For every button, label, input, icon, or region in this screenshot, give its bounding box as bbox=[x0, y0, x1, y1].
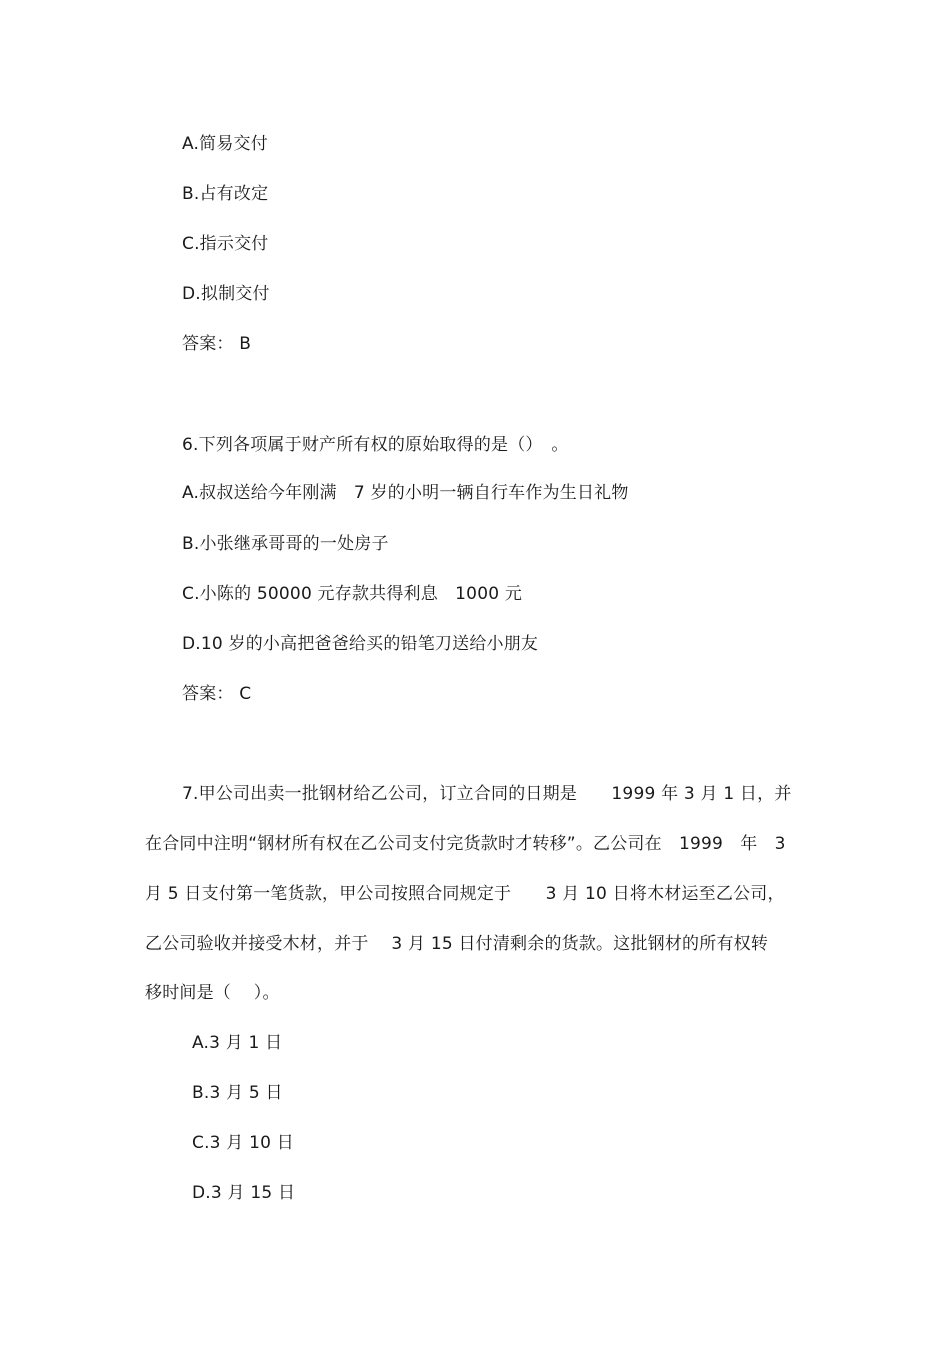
q6-stem: 6.下列各项属于财产所有权的原始取得的是（） 。 bbox=[182, 435, 569, 455]
q7-stem-line-3: 月 5 日支付第一笔货款，甲公司按照合同规定于 3 月 10 日将木材运至乙公司， bbox=[145, 884, 785, 904]
q7-option-c: C.3 月 10 日 bbox=[192, 1133, 294, 1153]
q5-option-c: C.指示交付 bbox=[182, 234, 269, 254]
q6-answer: 答案： C bbox=[182, 684, 252, 704]
q6-option-b: B.小张继承哥哥的一处房子 bbox=[182, 534, 389, 554]
q5-answer: 答案： B bbox=[182, 334, 252, 354]
q7-option-d: D.3 月 15 日 bbox=[192, 1183, 296, 1203]
q6-option-d: D.10 岁的小高把爸爸给买的铅笔刀送给小朋友 bbox=[182, 634, 539, 654]
q7-stem-line-1: 7.甲公司出卖一批钢材给乙公司，订立合同的日期是 1999 年 3 月 1 日，并 bbox=[182, 784, 792, 804]
q7-stem-line-5: 移时间是（ ）。 bbox=[145, 983, 280, 1003]
q7-option-b: B.3 月 5 日 bbox=[192, 1083, 283, 1103]
q5-option-b: B.占有改定 bbox=[182, 184, 269, 204]
q7-option-a: A.3 月 1 日 bbox=[192, 1033, 283, 1053]
q5-option-d: D.拟制交付 bbox=[182, 284, 270, 304]
q7-stem-line-4: 乙公司验收并接受木材，并于 3 月 15 日付清剩余的货款。这批钢材的所有权转 bbox=[145, 934, 769, 954]
q5-option-a: A.简易交付 bbox=[182, 134, 268, 154]
q6-option-c: C.小陈的 50000 元存款共得利息 1000 元 bbox=[182, 584, 523, 604]
q7-stem-line-2: 在合同中注明“钢材所有权在乙公司支付完货款时才转移”。乙公司在 1999 年 3 bbox=[145, 834, 786, 854]
q6-option-a: A.叔叔送给今年刚满 7 岁的小明一辆自行车作为生日礼物 bbox=[182, 483, 629, 503]
